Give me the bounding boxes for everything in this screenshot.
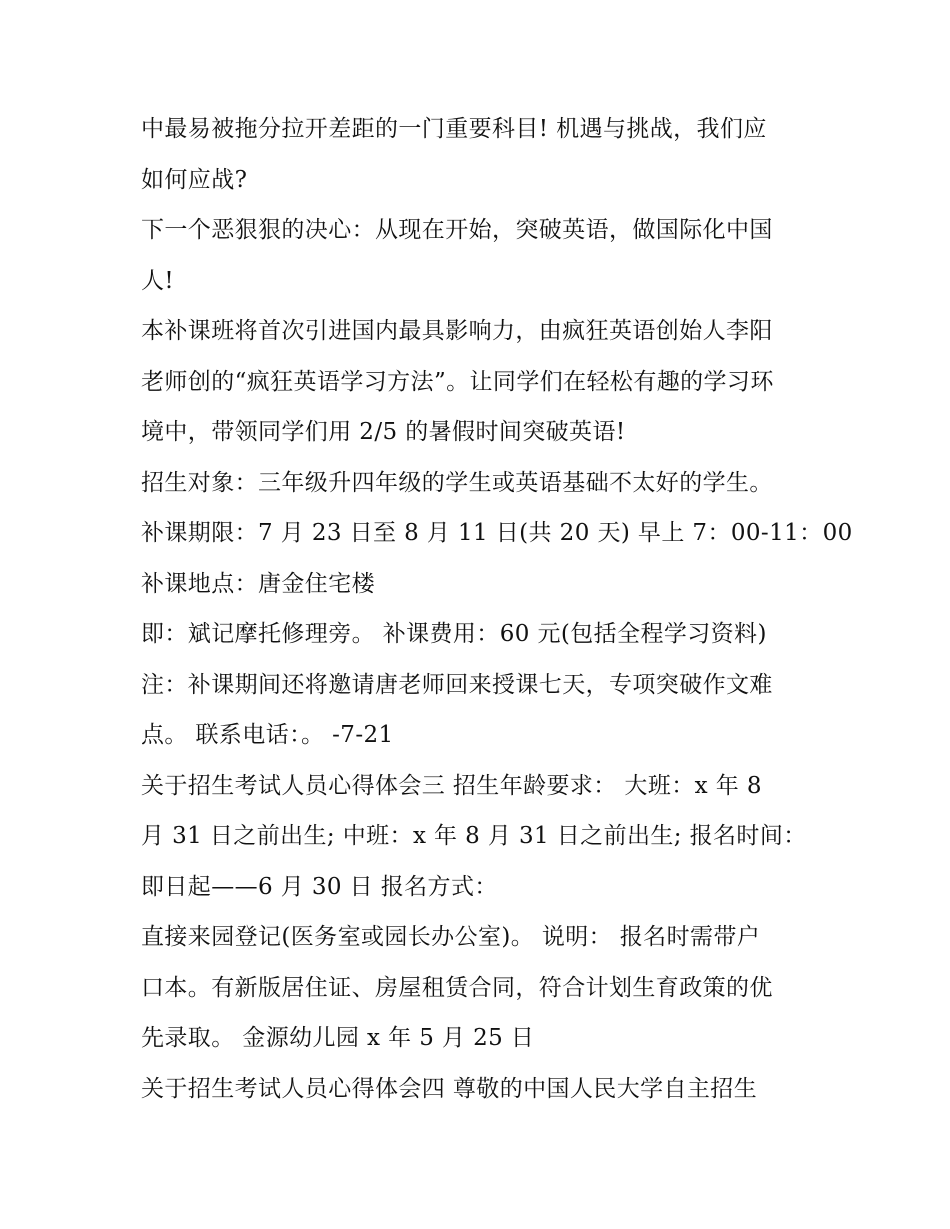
- document-body: [141, 104, 853, 1114]
- text-line: 招生对象：三年级升四年级的学生或英语基础不太好的学生。: [141, 469, 773, 496]
- text-line: 先录取。 金源幼儿园 x 年 5 月 25 日: [141, 1025, 535, 1051]
- text-line: 即：斌记摩托修理旁。 补课费用：60 元(包括全程学习资料): [141, 621, 767, 647]
- text-line: 人!: [141, 267, 175, 294]
- text-line: 补课期限：7 月 23 日至 8 月 11 日(共 20 天) 早上 7：00-11：00: [141, 520, 853, 546]
- text-line: 月 31 日之前出生; 中班：x 年 8 月 31 日之前出生; 报名时间：: [141, 823, 807, 849]
- text-line: 即日起——6 月 30 日 报名方式：: [141, 873, 498, 900]
- text-line: 关于招生考试人员心得体会四 尊敬的中国人民大学自主招生: [141, 1075, 758, 1102]
- text-line: 关于招生考试人员心得体会三 招生年龄要求： 大班：x 年 8: [141, 772, 762, 799]
- text-line: 直接来园登记(医务室或园长办公室)。 说明： 报名时需带户: [141, 924, 761, 950]
- text-line: 补课地点：唐金住宅楼: [141, 570, 375, 597]
- text-line: 如何应战?: [141, 166, 248, 193]
- text-line: 口本。有新版居住证、房屋租赁合同，符合计划生育政策的优: [141, 974, 773, 1001]
- text-line: 境中，带领同学们用 2/5 的暑假时间突破英语!: [141, 419, 626, 445]
- text-line: 老师创的“疯狂英语学习方法”。让同学们在轻松有趣的学习环: [141, 368, 774, 395]
- text-line: 本补课班将首次引进国内最具影响力，由疯狂英语创始人李阳: [141, 318, 773, 344]
- text-line: 注：补课期间还将邀请唐老师回来授课七天，专项突破作文难: [141, 671, 773, 698]
- text-line: 中最易被拖分拉开差距的一门重要科目! 机遇与挑战，我们应: [141, 116, 767, 142]
- text-line: 下一个恶狠狠的决心：从现在开始，突破英语，做国际化中国: [141, 217, 773, 243]
- text-line: 点。 联系电话：。 -7-21: [141, 722, 394, 748]
